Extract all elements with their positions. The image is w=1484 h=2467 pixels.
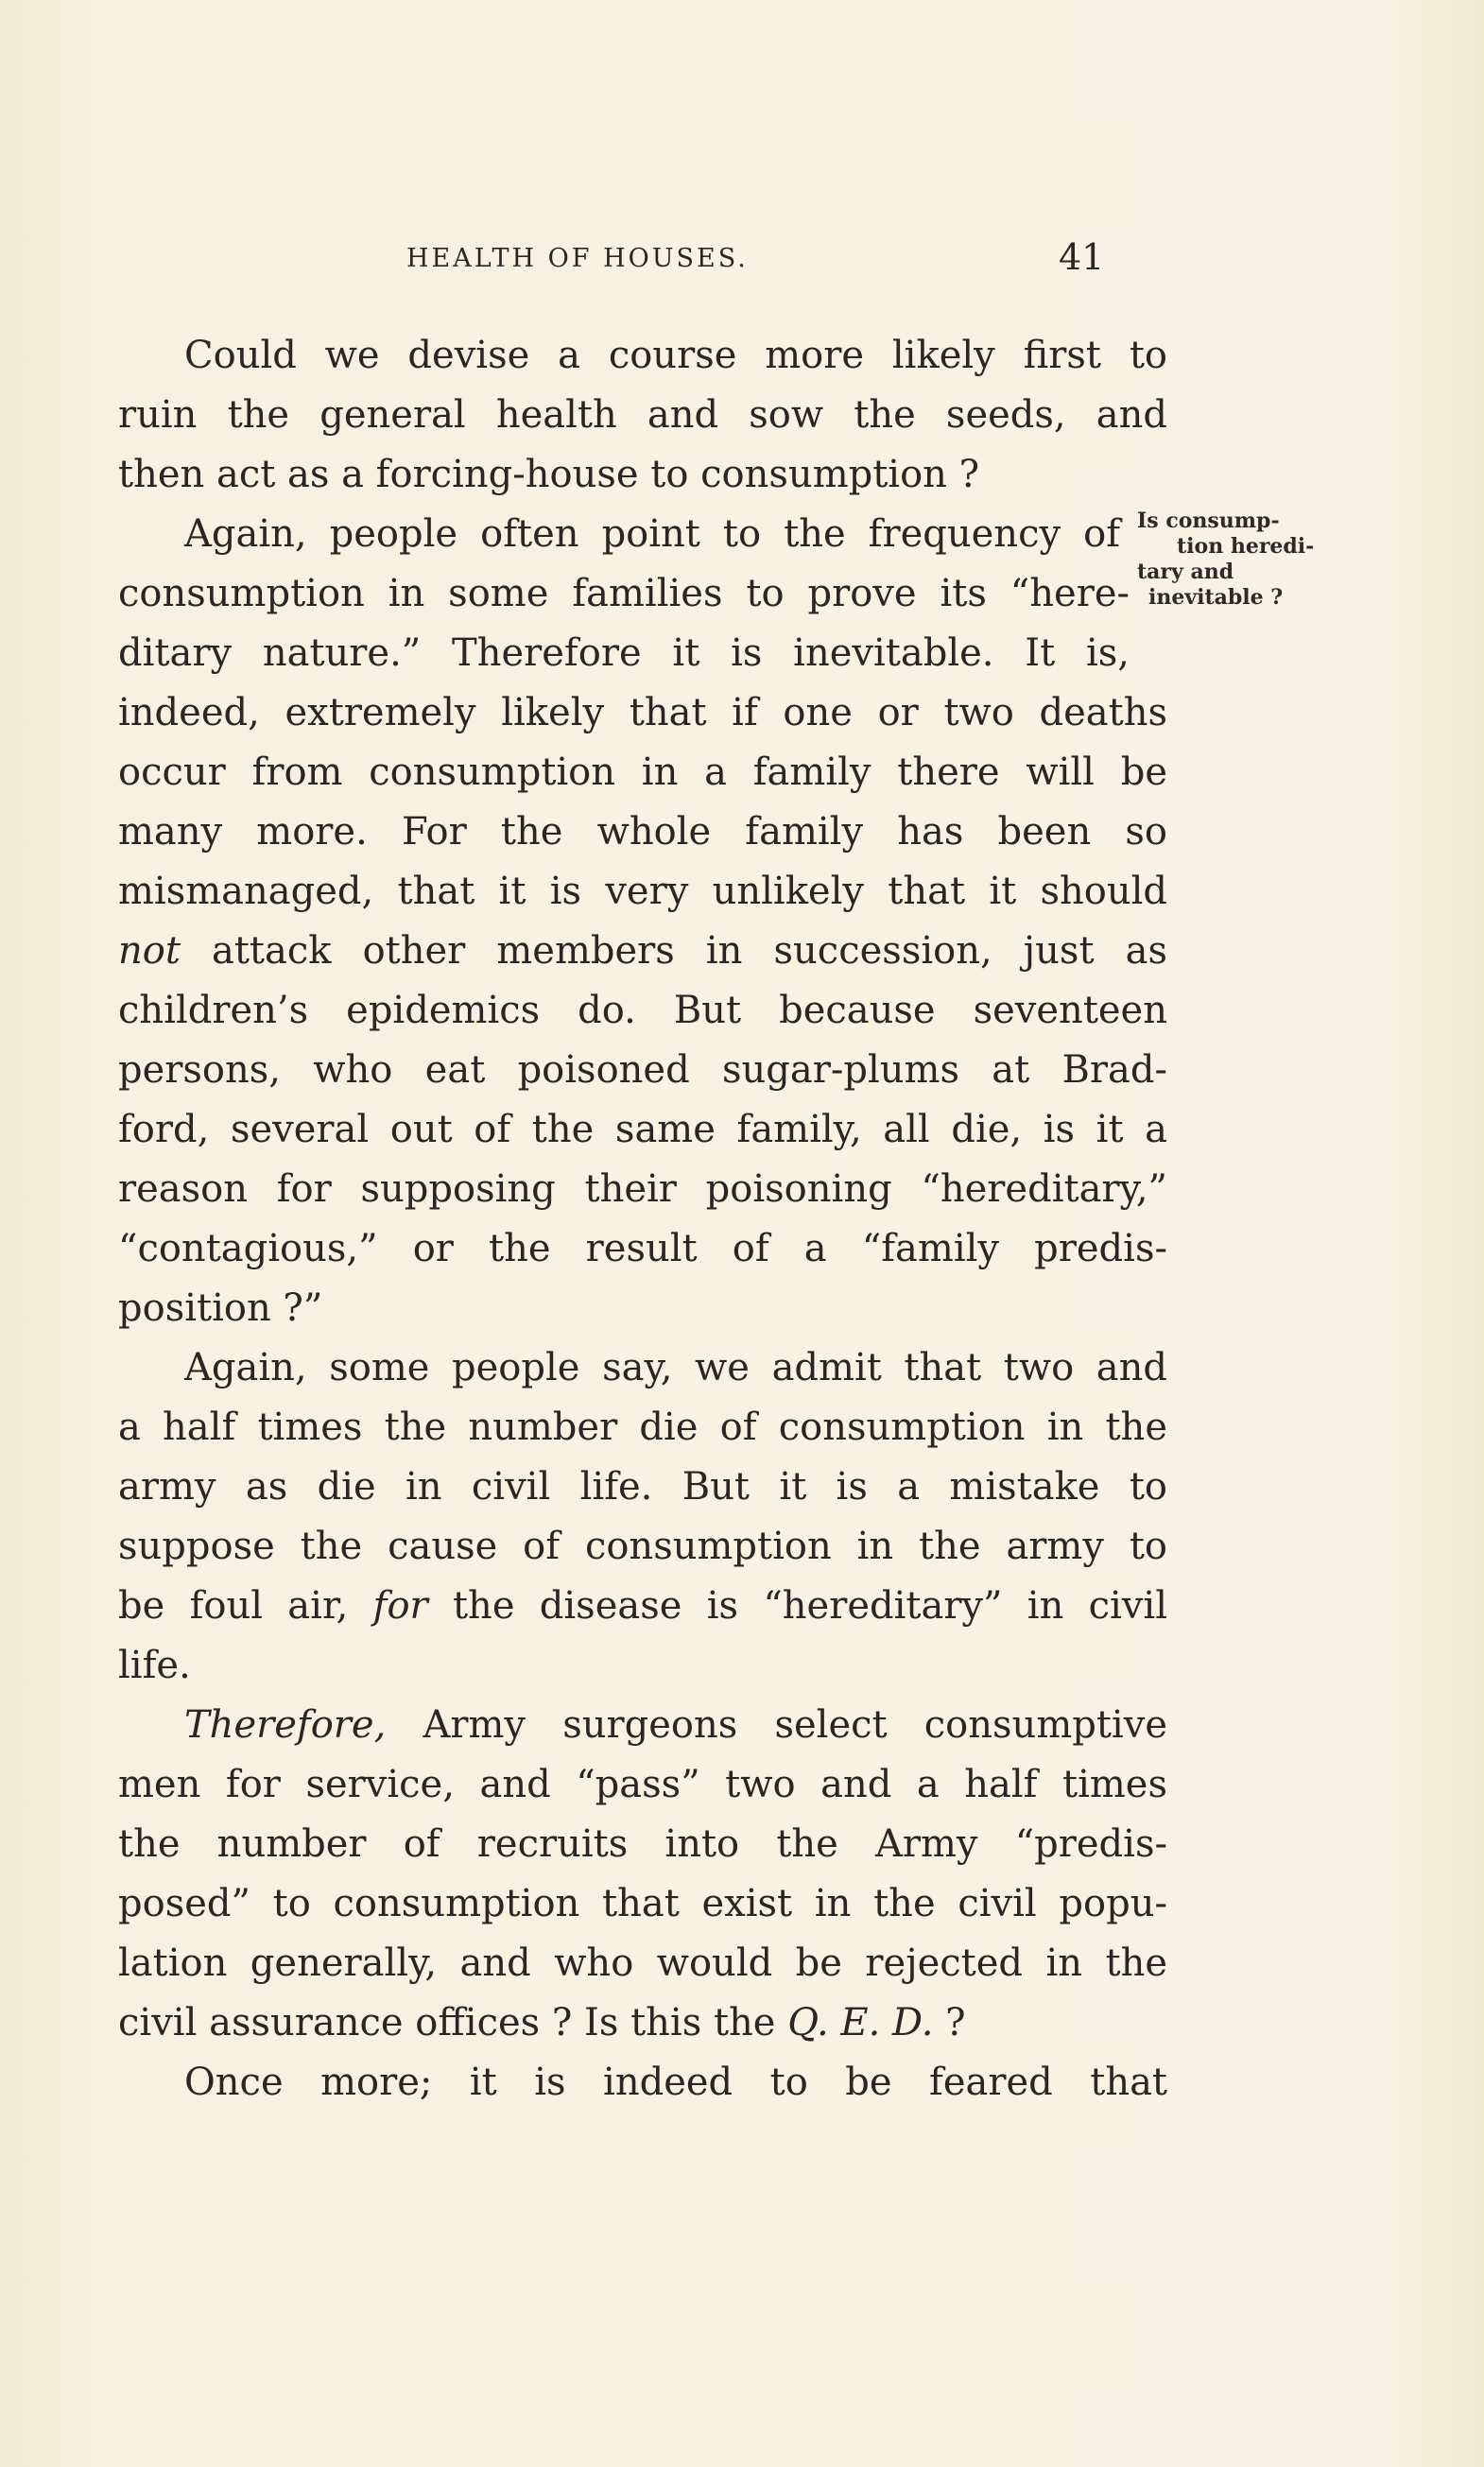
margin-note-line: tary and [1137,560,1234,584]
text-line: life. [118,1644,191,1687]
text-span: Army surgeons select consumptive [386,1703,1167,1747]
italic-word: for [372,1584,428,1628]
text-line: children’s epidemics do. But because seventeen [118,989,1167,1032]
text-line: persons, who eat poisoned sugar-plums at Brad- [118,1048,1167,1092]
margin-note-line: inevitable ? [1148,585,1284,610]
text-span: civil assurance offices ? Is this the [118,2001,788,2044]
text-span: be foul air, [118,1584,373,1628]
text-line: “contagious,” or the result of a “family predis- [118,1227,1167,1270]
text-line: a half times the number die of consumption in the [118,1406,1167,1449]
text-span: ? [933,2001,966,2044]
margin-note-line: tion heredi- [1177,534,1315,559]
text-line: many more. For the whole family has been so [118,810,1167,854]
text-line: army as die in civil life. But it is a mistake to [118,1465,1167,1509]
text-line: mismanaged, that it is very unlikely that it should [118,870,1167,913]
margin-note [1137,509,1315,611]
margin-note-line: Is consump- [1137,509,1280,533]
text-line [118,1583,1167,1629]
page-number: 41 [1059,236,1105,278]
italic-word: not [118,929,181,973]
text-line: position ?” [118,1286,323,1330]
text-line: Again, some people say, we admit that two and [184,1346,1167,1389]
text-line: ford, several out of the same family, all die, is it a [118,1108,1167,1151]
text-line [118,2000,1167,2045]
text-line: the number of recruits into the Army “predis- [118,1822,1167,1866]
text-line: then act as a forcing-house to consumption ? [118,453,980,496]
text-line: suppose the cause of consumption in the army to [118,1525,1167,1568]
text-line: men for service, and “pass” two and a half times [118,1763,1167,1806]
text-line: consumption in some families to prove its “here- [118,572,1130,615]
text-line: Could we devise a course more likely first to [184,334,1167,377]
text-line: posed” to consumption that exist in the civil popu- [118,1882,1167,1925]
text-line: occur from consumption in a family there will be [118,750,1167,794]
text-line [118,1702,1167,1748]
text-line [118,928,1167,974]
italic-word: Therefore, [184,1703,387,1747]
text-span: the disease is “hereditary” in civil [427,1584,1167,1628]
text-span: attack other members in succession, just as [180,929,1167,973]
text-line: ruin the general health and sow the seeds, and [118,393,1167,437]
text-line: lation generally, and who would be rejected in the [118,1941,1167,1985]
text-line: reason for supposing their poisoning “hereditary,” [118,1167,1167,1211]
text-line: Once more; it is indeed to be feared that [184,2061,1167,2104]
text-line: ditary nature.” Therefore it is inevitable. It is, [118,631,1130,675]
text-line: Again, people often point to the frequency of [184,512,1120,556]
running-head: HEALTH OF HOUSES. [406,244,749,273]
italic-word: Q. E. D. [787,2001,934,2044]
text-line: indeed, extremely likely that if one or two deaths [118,691,1167,734]
